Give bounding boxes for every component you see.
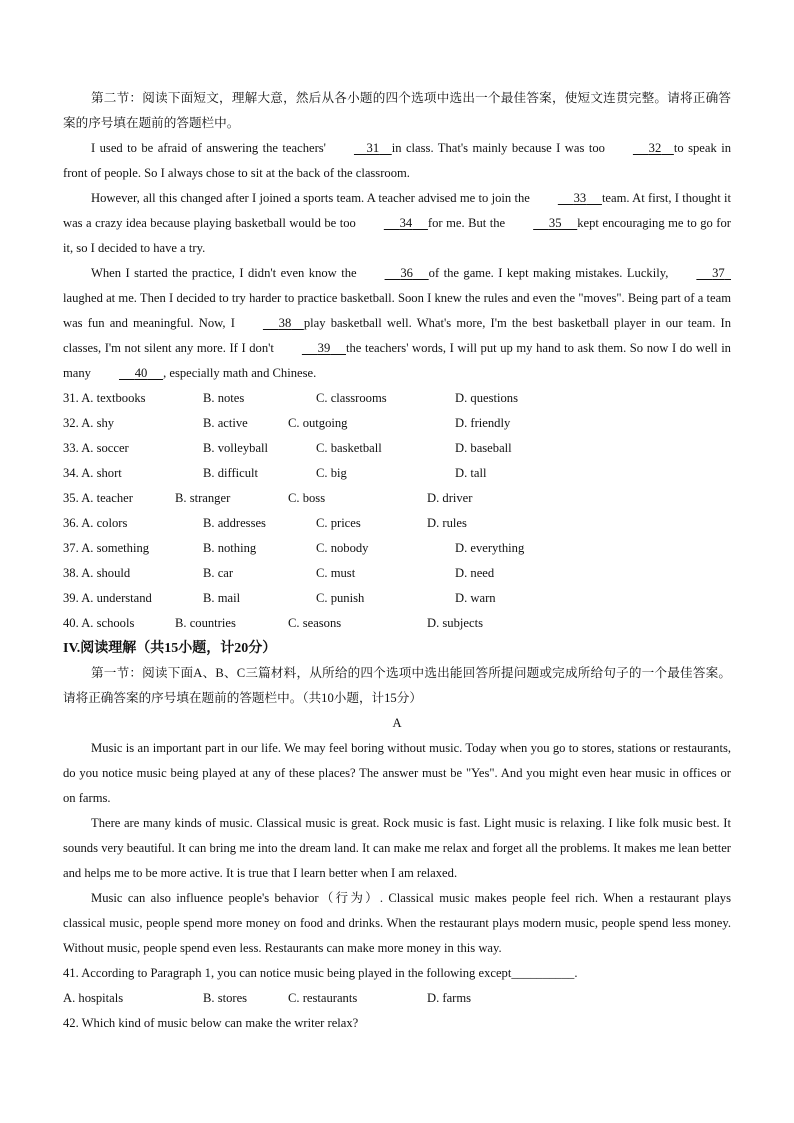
option-c: C. punish xyxy=(316,591,365,605)
question-42-stem: 42. Which kind of music below can make the writer relax? xyxy=(63,1016,359,1030)
option-b: B. mail xyxy=(203,591,241,605)
question-number-option-a: 36. A. colors xyxy=(63,516,128,530)
cloze-question-row xyxy=(63,386,731,411)
section-title: IV.阅读理解（共15小题，计20分） xyxy=(63,641,277,656)
passage-paragraph-3: Music can also influence people's behavior（行为）. Classical music makes people feel rich. When a restaurant plays classical music, people spend more money on food and drinks. When the restaurant plays modern music, people spend less money. Without music, people spend even less. Restaurants can make more money in this way. xyxy=(63,891,731,955)
option-b: B. notes xyxy=(203,391,245,405)
option-d: D. friendly xyxy=(455,416,511,430)
option-b: B. car xyxy=(203,566,234,580)
option-b: B. active xyxy=(203,416,248,430)
cloze-question-row xyxy=(63,586,731,611)
blank-37: 37 xyxy=(712,266,725,280)
blank-38: 38 xyxy=(278,316,292,330)
option-c: C. restaurants xyxy=(288,991,358,1005)
blank-36: 36 xyxy=(400,266,413,280)
question-number-option-a: 40. A. schools xyxy=(63,616,135,630)
passage-paragraph-1: Music is an important part in our life. We may feel boring without music. Today when you go to stores, stations or restaurants, do you notice music being played at any of these places? The answer must be "Yes". And you might even hear music in offices or on farms. xyxy=(63,741,731,805)
cloze-question-row xyxy=(63,411,731,436)
reading-instructions: 第一节：阅读下面A、B、C三篇材料，从所给的四个选项中选出能回答所提问题或完成所给句子的一个最佳答案。请将正确答案的序号填在题前的答题栏中。（共10小题，计15分） xyxy=(63,666,731,705)
cloze-question-row xyxy=(63,561,731,586)
cloze-question-row xyxy=(63,436,731,461)
option-d: D. rules xyxy=(427,516,467,530)
blank-39: 39 xyxy=(317,341,331,355)
option-d: D. everything xyxy=(455,541,525,555)
option-c: C. nobody xyxy=(316,541,369,555)
blank-31: 31 xyxy=(366,141,380,155)
option-d: D. need xyxy=(455,566,495,580)
option-d: D. baseball xyxy=(455,441,512,455)
option-d: D. tall xyxy=(455,466,487,480)
option-b: B. countries xyxy=(175,616,236,630)
option-b: B. stores xyxy=(203,991,248,1005)
cloze-question-row xyxy=(63,536,731,561)
cloze-instructions: 第二节：阅读下面短文，理解大意，然后从各小题的四个选项中选出一个最佳答案，使短文连贯完整。请将正确答案的序号填在题前的答题栏中。 xyxy=(63,91,731,130)
option-d: D. farms xyxy=(427,991,472,1005)
option-c: C. classrooms xyxy=(316,391,387,405)
cloze-paragraph-1: I used to be afraid of answering the teachers' 31 in class. That's mainly because I was too 32 to speak in front of people. So I always chose to sit at the back of the classroom. xyxy=(63,136,731,186)
option-b: B. difficult xyxy=(203,466,259,480)
option-c: C. boss xyxy=(288,491,326,505)
question-41-stem: 41. According to Paragraph 1, you can notice music being played in the following except__________. xyxy=(63,966,578,980)
option-c: C. outgoing xyxy=(288,416,348,430)
blank-35: 35 xyxy=(548,216,562,230)
question-number-option-a: 31. A. textbooks xyxy=(63,391,146,405)
question-number-option-a: 32. A. shy xyxy=(63,416,115,430)
exam-page xyxy=(63,86,731,1036)
option-c: C. prices xyxy=(316,516,361,530)
option-d: D. warn xyxy=(455,591,496,605)
blank-33: 33 xyxy=(573,191,587,205)
option-c: C. must xyxy=(316,566,356,580)
blank-32: 32 xyxy=(648,141,662,155)
cloze-paragraph-3: When I started the practice, I didn't even know the 36 of the game. I kept making mistakes. Luckily, 37 laughed at me. Then I decided to try harder to practice basketball. Soon I knew the rules and even the "moves". Being part of a team was fun and meaningful. Now, I 38 play basketball well. What's more, I'm the best basketball player in our team. In classes, I'm not silent any more. If I don't 39 the teachers' words, I will put up my hand to ask them. So now I do well in many 40 , especially math and Chinese. xyxy=(63,261,731,386)
option-c: C. seasons xyxy=(288,616,342,630)
option-c: C. big xyxy=(316,466,347,480)
cloze-question-list xyxy=(63,386,731,636)
question-number-option-a: 39. A. understand xyxy=(63,591,152,605)
option-d: D. questions xyxy=(455,391,518,405)
option-b: B. volleyball xyxy=(203,441,269,455)
option-b: B. stranger xyxy=(175,491,231,505)
cloze-paragraph-2: However, all this changed after I joined a sports team. A teacher advised me to join the 33 team. At first, I thought it was a crazy idea because playing basketball would be too 34 for me. But the 35 kept encouraging me to go for it, so I decided to have a try. xyxy=(63,186,731,261)
option-a: A. hospitals xyxy=(63,991,124,1005)
question-number-option-a: 38. A. should xyxy=(63,566,131,580)
question-number-option-a: 37. A. something xyxy=(63,541,150,555)
option-b: B. addresses xyxy=(203,516,266,530)
question-number-option-a: 35. A. teacher xyxy=(63,491,133,505)
passage-paragraph-2: There are many kinds of music. Classical music is great. Rock music is fast. Light music is relaxing. I like folk music best. It sounds very beautiful. It can bring me into the dream land. It can make me relax and forget all the problems. It makes me lean better and helps me to be more active. It is true that I learn better when I am relaxed. xyxy=(63,816,731,880)
blank-40: 40 xyxy=(134,366,148,380)
question-41-options xyxy=(63,986,731,1011)
option-c: C. basketball xyxy=(316,441,382,455)
cloze-question-row xyxy=(63,486,731,511)
option-d: D. driver xyxy=(427,491,473,505)
option-b: B. nothing xyxy=(203,541,257,555)
question-number-option-a: 33. A. soccer xyxy=(63,441,129,455)
cloze-question-row xyxy=(63,461,731,486)
question-number-option-a: 34. A. short xyxy=(63,466,122,480)
blank-34: 34 xyxy=(399,216,413,230)
option-d: D. subjects xyxy=(427,616,483,630)
cloze-question-row xyxy=(63,511,731,536)
cloze-question-row xyxy=(63,611,731,636)
passage-label: A xyxy=(392,716,402,730)
